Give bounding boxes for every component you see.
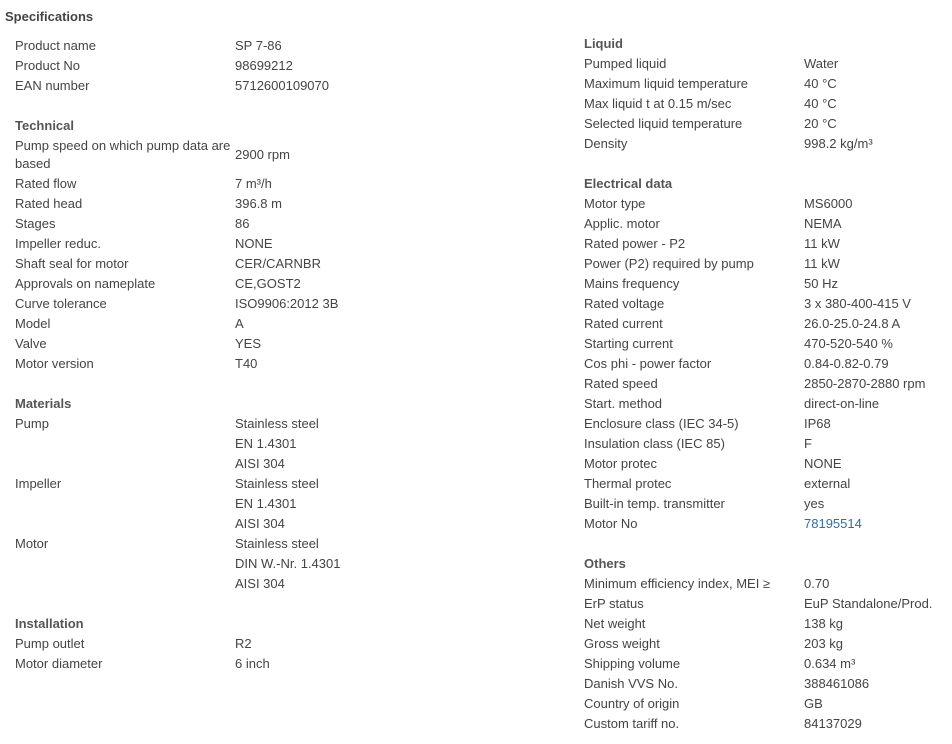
spec-label: Maximum liquid temperature (584, 76, 749, 91)
spec-label: Rated power - P2 (584, 236, 686, 251)
spec-value: 3 x 380-400-415 V (804, 296, 911, 311)
spec-value: 98699212 (235, 58, 293, 73)
spec-label: Starting current (584, 336, 673, 351)
spec-value: EuP Standalone/Prod. (804, 596, 933, 611)
spec-value: 0.634 m³ (804, 656, 856, 671)
spec-value: 388461086 (804, 676, 870, 691)
page-title: Specifications (5, 9, 94, 24)
spec-value: NONE (804, 456, 842, 471)
spec-value: yes (804, 496, 825, 511)
spec-label: Cos phi - power factor (584, 356, 712, 371)
spec-value: 203 kg (804, 636, 844, 651)
spec-label: ErP status (584, 596, 644, 611)
spec-value: 84137029 (804, 716, 862, 731)
spec-label: Product name (15, 38, 96, 53)
spec-label: Motor version (15, 356, 94, 371)
spec-label: Motor diameter (15, 656, 103, 671)
spec-label: Pump speed on which pump data are based (15, 138, 231, 171)
spec-label: Valve (15, 336, 47, 351)
spec-label: Motor No (584, 516, 638, 531)
spec-value: 5712600109070 (235, 78, 329, 93)
spec-label: Curve tolerance (15, 296, 107, 311)
spec-label: Rated flow (15, 176, 77, 191)
spec-label: Thermal protec (584, 476, 672, 491)
spec-label: Pumped liquid (584, 56, 667, 71)
spec-value: 998.2 kg/m³ (804, 136, 873, 151)
spec-value: DIN W.-Nr. 1.4301 (235, 556, 341, 571)
spec-value: EN 1.4301 (235, 496, 297, 511)
spec-label: Applic. motor (584, 216, 660, 231)
spec-value: 396.8 m (235, 196, 282, 211)
motor-no-link[interactable]: 78195514 (804, 516, 862, 531)
spec-label: Net weight (584, 616, 646, 631)
spec-label: Gross weight (584, 636, 660, 651)
spec-label: Custom tariff no. (584, 716, 680, 731)
section-heading-electrical: Electrical data (584, 176, 673, 191)
spec-label: Start. method (584, 396, 663, 411)
spec-label: Rated current (584, 316, 663, 331)
spec-value: Stainless steel (235, 416, 319, 431)
spec-label: Insulation class (IEC 85) (584, 436, 725, 451)
spec-value: GB (804, 696, 823, 711)
spec-label: Shaft seal for motor (15, 256, 129, 271)
spec-value: 138 kg (804, 616, 844, 631)
spec-value: 2850-2870-2880 rpm (804, 376, 926, 391)
spec-label: Max liquid t at 0.15 m/sec (584, 96, 732, 111)
spec-label: Pump outlet (15, 636, 85, 651)
spec-value: CER/CARNBR (235, 256, 321, 271)
spec-label: Approvals on nameplate (15, 276, 156, 291)
spec-value: 7 m³/h (235, 176, 272, 191)
spec-label: Mains frequency (584, 276, 680, 291)
spec-value: NEMA (804, 216, 842, 231)
section-heading-installation: Installation (15, 616, 84, 631)
spec-label: Rated speed (584, 376, 658, 391)
spec-value: AISI 304 (235, 516, 285, 531)
spec-value: ISO9906:2012 3B (235, 296, 339, 311)
spec-value: Stainless steel (235, 476, 319, 491)
spec-label: Impeller (15, 476, 62, 491)
spec-value: direct-on-line (804, 396, 880, 411)
spec-value: CE,GOST2 (235, 276, 301, 291)
spec-value: 0.70 (804, 576, 830, 591)
spec-label: Pump (15, 416, 49, 431)
spec-value: F (804, 436, 812, 451)
spec-label: Motor (15, 536, 49, 551)
spec-value: AISI 304 (235, 576, 285, 591)
spec-label: Danish VVS No. (584, 676, 678, 691)
spec-label: Rated voltage (584, 296, 665, 311)
spec-value: NONE (235, 236, 273, 251)
spec-label: Power (P2) required by pump (584, 256, 754, 271)
spec-value: SP 7-86 (235, 38, 282, 53)
spec-value: 11 kW (804, 256, 840, 271)
spec-label: Density (584, 136, 628, 151)
spec-value: T40 (235, 356, 258, 371)
spec-value: R2 (235, 636, 252, 651)
spec-label: Motor protec (584, 456, 657, 471)
section-heading-liquid: Liquid (584, 36, 623, 51)
spec-value: external (804, 476, 851, 491)
spec-value: 0.84-0.82-0.79 (804, 356, 889, 371)
spec-value: 2900 rpm (235, 147, 290, 162)
spec-value: 26.0-25.0-24.8 A (804, 316, 901, 331)
spec-value: 20 °C (804, 116, 837, 131)
spec-value: Stainless steel (235, 536, 319, 551)
spec-value: 6 inch (235, 656, 270, 671)
spec-value: 50 Hz (804, 276, 838, 291)
spec-value: 86 (235, 216, 250, 231)
spec-label: Built-in temp. transmitter (584, 496, 725, 511)
spec-label: Selected liquid temperature (584, 116, 743, 131)
spec-label: Stages (15, 216, 56, 231)
spec-label: Rated head (15, 196, 83, 211)
spec-value: YES (235, 336, 262, 351)
spec-value: MS6000 (804, 196, 853, 211)
spec-value: IP68 (804, 416, 831, 431)
spec-label: Product No (15, 58, 81, 73)
spec-value: EN 1.4301 (235, 436, 297, 451)
spec-label: Shipping volume (584, 656, 681, 671)
spec-label: Motor type (584, 196, 646, 211)
spec-label: EAN number (15, 78, 90, 93)
section-heading-materials: Materials (15, 396, 72, 411)
spec-value: 40 °C (804, 76, 837, 91)
spec-label: Enclosure class (IEC 34-5) (584, 416, 739, 431)
spec-value: 40 °C (804, 96, 837, 111)
spec-label: Country of origin (584, 696, 680, 711)
spec-value: 470-520-540 % (804, 336, 893, 351)
spec-value: Water (804, 56, 839, 71)
spec-value: AISI 304 (235, 456, 285, 471)
spec-label: Minimum efficiency index, MEI ≥ (584, 576, 771, 591)
spec-label: Model (15, 316, 51, 331)
spec-label: Impeller reduc. (15, 236, 101, 251)
section-heading-others: Others (584, 556, 626, 571)
spec-value: A (235, 316, 244, 331)
section-heading-technical: Technical (15, 118, 75, 133)
spec-value: 11 kW (804, 236, 840, 251)
